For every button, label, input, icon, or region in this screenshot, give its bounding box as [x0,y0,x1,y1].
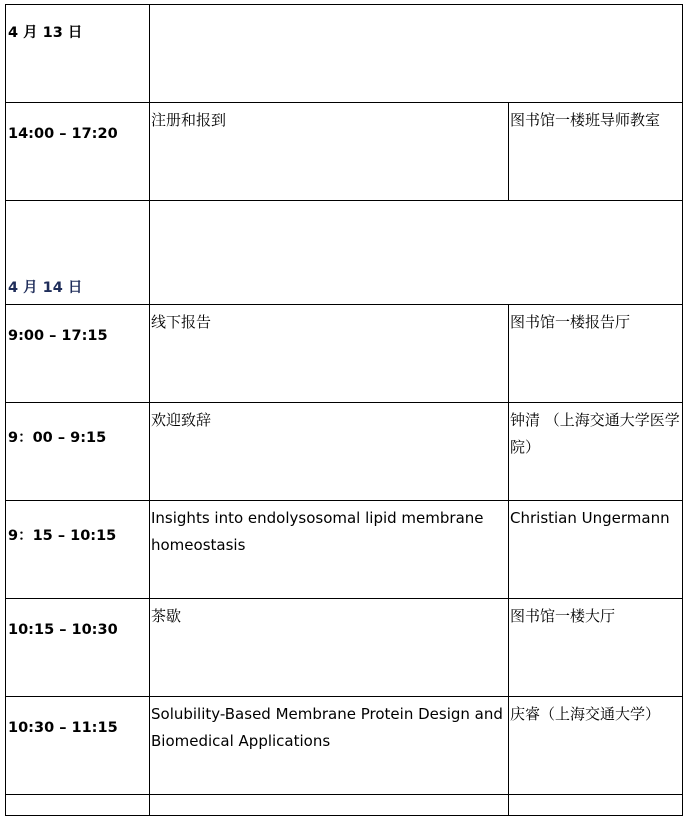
schedule-row [6,403,683,501]
time-label: 10:30 – 11:15 [8,720,118,736]
date-row-apr14 [6,201,683,305]
time-cell [6,697,150,795]
date-row-apr13 [6,5,683,103]
session-info: 钟清 （上海交通大学医学院） [510,411,680,456]
schedule-row [6,305,683,403]
session-info: 庆睿（上海交通大学） [510,705,661,723]
time-cell [6,305,150,403]
schedule-row [6,501,683,599]
title-cell [150,403,509,501]
session-title: 线下报告 [151,313,212,331]
date-label: 4 月 13 日 [8,25,83,41]
title-cell [150,697,509,795]
time-cell [6,501,150,599]
time-cell [6,403,150,501]
time-label: 9：15 – 10:15 [8,528,117,544]
session-info: 图书馆一楼报告厅 [510,313,631,331]
schedule-table [5,4,683,816]
info-cell [509,305,683,403]
info-cell [509,103,683,201]
session-title: Insights into endolysosomal lipid membrane homeostasis [151,509,484,554]
schedule-row-partial [6,795,683,816]
title-cell [150,305,509,403]
date-cell [6,5,150,103]
title-cell [150,795,509,816]
session-title: 茶歇 [151,607,182,625]
session-title: 注册和报到 [151,111,227,129]
time-label: 10:15 – 10:30 [8,622,118,638]
info-cell [509,795,683,816]
title-cell [150,103,509,201]
time-label: 9：00 – 9:15 [8,430,107,446]
time-label: 14:00 – 17:20 [8,126,118,142]
info-cell [509,599,683,697]
info-cell [509,403,683,501]
time-cell [6,795,150,816]
date-row-empty [150,201,683,305]
info-cell [509,697,683,795]
session-title: Solubility-Based Membrane Protein Design and Biomedical Applications [151,705,503,750]
date-cell [6,201,150,305]
time-cell [6,599,150,697]
title-cell [150,599,509,697]
session-title: 欢迎致辞 [151,411,212,429]
title-cell [150,501,509,599]
schedule-row [6,103,683,201]
schedule-row [6,599,683,697]
session-info: Christian Ungermann [510,509,670,527]
time-label: 9:00 – 17:15 [8,328,108,344]
session-info: 图书馆一楼班导师教室 [510,111,661,129]
session-info: 图书馆一楼大厅 [510,607,616,625]
time-cell [6,103,150,201]
date-row-empty [150,5,683,103]
info-cell [509,501,683,599]
schedule-row [6,697,683,795]
date-label: 4 月 14 日 [8,280,83,296]
